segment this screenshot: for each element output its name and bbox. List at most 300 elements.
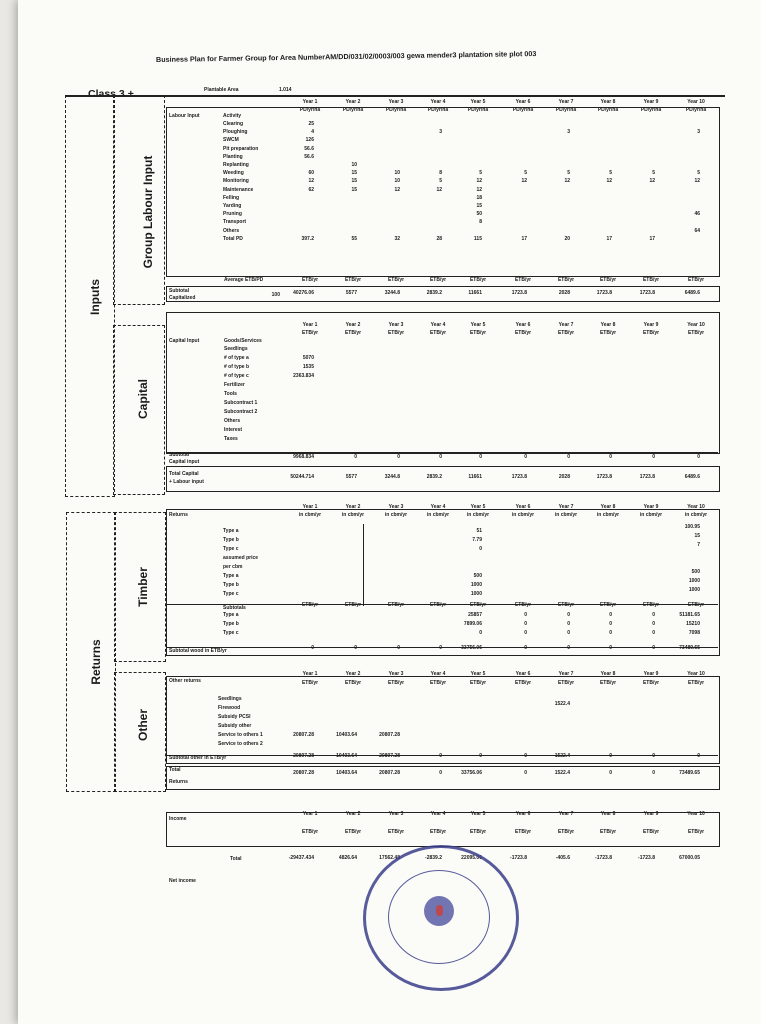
income-year-header: Year 2: [345, 811, 361, 817]
document-page: [18, 0, 761, 1024]
subtotal-wood-value: 0: [524, 645, 527, 651]
subtotal-wood-value: 0: [567, 645, 570, 651]
timber-row-label: Type c: [223, 546, 239, 552]
other-unit-header: ETB/yr: [469, 680, 487, 686]
timber-unit-header: in cbm/yr: [466, 512, 490, 518]
labour-value: 15: [351, 170, 357, 177]
timber-unit-header: in cbm/yr: [684, 512, 708, 518]
other-unit-header: ETB/yr: [599, 680, 617, 686]
income-year-header: Year 7: [558, 811, 574, 817]
timber-type-label: Type b: [223, 621, 239, 627]
labour-value: 17: [606, 235, 612, 242]
labour-etb-unit: ETB/yr: [301, 277, 319, 283]
income-total-value: -29437.434: [288, 855, 314, 861]
activity-header: Activity: [223, 113, 242, 119]
other-subtotal-value: 0: [652, 753, 655, 759]
timber-etb-unit: ETB/yr: [469, 602, 487, 608]
labour-etb-unit: ETB/yr: [687, 277, 705, 283]
capital-total-value: 6489.6: [684, 474, 700, 480]
timber-subtotals-label: Subtotals: [223, 605, 246, 611]
timber-type-value: 0: [609, 630, 612, 636]
other-returns-header: Other returns: [169, 678, 201, 684]
labour-value: 15: [476, 203, 482, 209]
labour-unit-header: PD/yr/ha: [467, 107, 489, 113]
capital-subtotal-value: 0: [652, 454, 655, 460]
income-unit-header: ETB/yr: [642, 829, 660, 835]
other-return-value: 10403.64: [336, 732, 357, 738]
labour-subtotal-value: 2839.2: [426, 290, 442, 296]
other-returns-table: [166, 676, 720, 764]
other-subtotal-value: 1522.4: [554, 753, 570, 759]
income-unit-header: ETB/yr: [687, 829, 705, 835]
total-returns-table: [166, 766, 720, 790]
timber-unit-header: in cbm/yr: [298, 512, 322, 518]
timber-row-label: per cbm: [223, 564, 243, 570]
total-returns-value: 20807.28: [379, 770, 400, 776]
labour-value: 5: [479, 170, 482, 177]
timber-unit-header: in cbm/yr: [341, 512, 365, 518]
labour-unit-header: PD/yr/ha: [512, 107, 534, 113]
average-etb-label: Average ETB/PD: [224, 277, 264, 283]
income-year-header: Year 6: [515, 811, 531, 817]
labour-etb-unit: ETB/yr: [429, 277, 447, 283]
other-unit-header: ETB/yr: [687, 680, 705, 686]
timber-row-label: assumed price: [223, 555, 259, 561]
capital-item-label: # of type b: [224, 364, 250, 370]
labour-value: 64: [694, 227, 700, 234]
other-return-label: Service to others 1: [218, 732, 263, 738]
labour-value: 12: [694, 178, 700, 185]
timber-type-value: 0: [524, 621, 527, 627]
timber-row-label: Type a: [223, 573, 239, 579]
timber-etb-unit: ETB/yr: [599, 602, 617, 608]
capital-item-label: Tools: [224, 391, 237, 397]
income-year-header: Year 8: [600, 811, 616, 817]
labour-value: 56.6: [304, 153, 314, 160]
timber-etb-unit: ETB/yr: [642, 602, 660, 608]
labour-unit-header: PD/yr/ha: [385, 107, 407, 113]
labour-activity-label: Felling: [223, 194, 240, 201]
subtotal-wood-value: 0: [397, 645, 400, 651]
labour-year-header: Year 4: [430, 99, 446, 105]
capital-item-label: Taxes: [224, 436, 238, 442]
total-capital-label: Total Capital: [169, 471, 199, 477]
labour-value: 10: [394, 170, 400, 177]
income-year-header: Year 4: [430, 811, 446, 817]
labour-input-header: Labour Input: [169, 113, 200, 119]
other-label: Other: [136, 709, 150, 742]
capital-year-header: Year 3: [388, 322, 404, 328]
timber-type-value: 51181.65: [679, 612, 700, 618]
timber-unit-header: in cbm/yr: [554, 512, 578, 518]
income-total-value: 67000.05: [679, 855, 700, 861]
labour-value: 12: [649, 178, 655, 185]
capital-label: Capital: [136, 379, 150, 420]
labour-subtotal-value: 5577: [345, 290, 357, 296]
capital-item-value: 1535: [302, 364, 314, 370]
timber-year5-value: 0: [479, 546, 482, 552]
capital-subtotal-value: 0: [697, 454, 700, 460]
plantable-area-label: Plantable Area: [204, 87, 239, 93]
page-title: Business Plan for Farmer Group for Area NumberAM/DD/031/02/0003/003 gewa mender3 plantation site plot 003: [155, 49, 537, 64]
income-year-header: Year 5: [470, 811, 486, 817]
labour-value: 10: [394, 178, 400, 185]
income-year-header: Year 9: [643, 811, 659, 817]
other-subtotal-value: 0: [479, 753, 482, 759]
labour-input-total-label: + Labour input: [169, 479, 204, 485]
capital-year-header: Year 8: [600, 322, 616, 328]
subtotal-wood-value: 0: [439, 645, 442, 651]
capital-unit-header: ETB/yr: [642, 330, 660, 336]
capital-total-value: 5577: [345, 474, 357, 480]
timber-year-header: Year 10: [687, 504, 705, 510]
timber-year-header: Year 3: [388, 504, 404, 510]
labour-value: 20: [564, 235, 570, 242]
capital-input-header: Capital Input: [169, 338, 200, 344]
timber-returns-header: Returns: [169, 512, 188, 518]
capital-unit-header: ETB/yr: [557, 330, 575, 336]
labour-value: 55: [351, 235, 357, 242]
income-total-value: 4826.64: [338, 855, 357, 861]
capital-total-value: 2028: [558, 474, 570, 480]
labour-etb-unit: ETB/yr: [344, 277, 362, 283]
capital-unit-header: ETB/yr: [599, 330, 617, 336]
labour-subtotal-value: 3244.8: [384, 290, 400, 296]
group-labour-label: Group Labour Input: [141, 155, 155, 269]
capital-item-label: Others: [224, 418, 241, 424]
timber-etb-unit: ETB/yr: [344, 602, 362, 608]
timber-year5-value: 51: [476, 528, 482, 534]
labour-value: 28: [436, 235, 442, 242]
capital-subtotal-value: 9968.834: [293, 454, 314, 460]
labour-value: 8: [439, 170, 442, 177]
labour-year-header: Year 6: [515, 99, 531, 105]
timber-type-value: 7098: [688, 630, 700, 636]
timber-year-header: Year 8: [600, 504, 616, 510]
timber-unit-header: in cbm/yr: [639, 512, 663, 518]
subtotal-wood-value: 0: [311, 645, 314, 651]
labour-value: 46: [694, 211, 700, 218]
income-unit-header: ETB/yr: [557, 829, 575, 835]
other-return-value: 1522.4: [554, 701, 570, 707]
income-total-value: -405.6: [555, 855, 570, 861]
capital-year-header: Year 5: [470, 322, 486, 328]
other-subtotal-value: 20807.28: [379, 753, 400, 759]
labour-value: 56.6: [304, 145, 314, 152]
timber-type-value: 0: [567, 612, 570, 618]
capital-subtotal-value: 0: [479, 454, 482, 460]
income-year-header: Year 10: [687, 811, 705, 817]
timber-year10-value: 1000: [688, 578, 700, 584]
other-unit-header: ETB/yr: [344, 680, 362, 686]
labour-year-header: Year 5: [470, 99, 486, 105]
capital-unit-header: ETB/yr: [344, 330, 362, 336]
capital-item-label: Interest: [224, 427, 243, 433]
capital-item-label: Subcontract 1: [224, 400, 258, 406]
timber-type-value: 0: [609, 612, 612, 618]
total-returns-value: 0: [609, 770, 612, 776]
other-subtotal-value: 0: [609, 753, 612, 759]
labour-year-header: Year 9: [643, 99, 659, 105]
labour-value: 8: [479, 219, 482, 226]
labour-activity-label: Ploughing: [223, 129, 248, 136]
total-returns-value: 0: [439, 770, 442, 776]
capital-year-header: Year 6: [515, 322, 531, 328]
labour-value: 12: [394, 186, 400, 193]
other-year-header: Year 4: [430, 671, 446, 677]
capital-item-label: Fertilizer: [224, 382, 245, 388]
capital-item-value: 5070: [302, 355, 314, 361]
other-return-label: Service to others 2: [218, 741, 263, 747]
labour-value: 3: [439, 129, 442, 136]
capital-subtotal-value: 0: [397, 454, 400, 460]
labour-unit-header: PD/yr/ha: [685, 107, 707, 113]
returns-label: Returns: [89, 639, 103, 685]
labour-value: 397.2: [301, 235, 314, 242]
labour-value: 15: [351, 178, 357, 185]
labour-year-header: Year 3: [388, 99, 404, 105]
timber-type-value: 15210: [686, 621, 700, 627]
labour-subtotal-value: 1723.8: [639, 290, 655, 296]
timber-year5-value: 1000: [470, 582, 482, 588]
labour-value: 5: [567, 170, 570, 177]
labour-etb-unit: ETB/yr: [469, 277, 487, 283]
labour-activity-label: Clearing: [223, 121, 244, 127]
labour-activity-label: Planting: [223, 153, 243, 160]
class-label: Class 3 +: [88, 88, 134, 100]
labour-etb-unit: ETB/yr: [387, 277, 405, 283]
timber-label: Timber: [136, 567, 150, 607]
labour-activity-label: Pit preparation: [223, 145, 259, 152]
timber-type-value: 0: [652, 630, 655, 636]
labour-activity-label: SWCM: [223, 137, 239, 144]
capitalized-label: Capitalized: [169, 295, 196, 301]
labour-value: 5: [439, 178, 442, 185]
capital-subtotal-value: 0: [567, 454, 570, 460]
labour-etb-unit: ETB/yr: [557, 277, 575, 283]
labour-value: 115: [473, 235, 482, 242]
capital-subtotal-value: 0: [609, 454, 612, 460]
total-returns-value: 33756.06: [461, 770, 482, 776]
capital-unit-header: ETB/yr: [469, 330, 487, 336]
subtotal-wood-value: 0: [354, 645, 357, 651]
timber-unit-header: in cbm/yr: [384, 512, 408, 518]
labour-subtotal-value: 1723.8: [511, 290, 527, 296]
capital-item-label: Seedlings: [224, 346, 248, 352]
capital-subtotal-value: 0: [524, 454, 527, 460]
labour-subtotal-label: Subtotal: [169, 288, 189, 294]
capital-year-header: Year 10: [687, 322, 705, 328]
labour-value: 32: [394, 235, 400, 242]
other-return-label: Subsidy PCSI: [218, 714, 251, 720]
capital-subtotal-value: 0: [354, 454, 357, 460]
income-header: Income: [169, 816, 187, 822]
timber-year10-value: 100.95: [684, 524, 700, 530]
labour-year-header: Year 8: [600, 99, 616, 105]
timber-row-label: Type b: [223, 537, 239, 543]
total-returns-value: 20807.28: [293, 770, 314, 776]
capital-year-header: Year 1: [302, 322, 318, 328]
income-unit-header: ETB/yr: [469, 829, 487, 835]
capital-year-header: Year 2: [345, 322, 361, 328]
labour-value: 17: [649, 235, 655, 242]
timber-type-label: Type c: [223, 630, 239, 636]
labour-subtotal-value: 6489.6: [684, 290, 700, 296]
total-returns-value: 73489.65: [679, 770, 700, 776]
other-subtotal-value: 20807.28: [293, 753, 314, 759]
subtotal-wood-value: 73489.65: [679, 645, 700, 651]
income-total-value: -2839.2: [425, 855, 442, 861]
other-unit-header: ETB/yr: [301, 680, 319, 686]
labour-value: 25: [308, 121, 314, 127]
labour-activity-label: Monitoring: [223, 178, 249, 185]
labour-value: 17: [521, 235, 527, 242]
labour-unit-header: PD/yr/ha: [427, 107, 449, 113]
timber-type-value: 0: [652, 621, 655, 627]
labour-value: 3: [697, 129, 700, 136]
timber-year-header: Year 9: [643, 504, 659, 510]
timber-year5-value: 500: [473, 573, 482, 579]
timber-unit-header: in cbm/yr: [511, 512, 535, 518]
income-total-value: -1723.8: [510, 855, 527, 861]
timber-year-header: Year 2: [345, 504, 361, 510]
other-return-value: 20807.28: [293, 732, 314, 738]
timber-type-value: 0: [524, 630, 527, 636]
labour-year-header: Year 10: [687, 99, 705, 105]
income-unit-header: ETB/yr: [429, 829, 447, 835]
labour-year-header: Year 7: [558, 99, 574, 105]
other-return-label: Seedlings: [218, 696, 242, 702]
capital-year-header: Year 7: [558, 322, 574, 328]
total-returns-value: 1522.4: [554, 770, 570, 776]
capital-item-value: 2363.834: [293, 373, 314, 379]
capital-subtotal-label: Subtotal: [169, 452, 189, 458]
labour-unit-header: PD/yr/ha: [342, 107, 364, 113]
timber-year10-value: 1000: [688, 587, 700, 593]
capital-unit-header: ETB/yr: [687, 330, 705, 336]
timber-year-header: Year 1: [302, 504, 318, 510]
other-year-header: Year 8: [600, 671, 616, 677]
timber-type-value: 0: [567, 621, 570, 627]
labour-value: 126: [305, 137, 314, 144]
total-returns-label: Total: [169, 767, 181, 773]
labour-value: 18: [476, 194, 482, 201]
labour-year-header: Year 1: [302, 99, 318, 105]
other-unit-header: ETB/yr: [514, 680, 532, 686]
labour-value: 4: [311, 129, 314, 136]
official-stamp: [363, 845, 519, 991]
other-year-header: Year 10: [687, 671, 705, 677]
total-returns-value: 0: [524, 770, 527, 776]
labour-etb-unit: ETB/yr: [514, 277, 532, 283]
labour-value: 50: [476, 211, 482, 218]
timber-type-value: 0: [479, 630, 482, 636]
timber-type-value: 7899.06: [463, 621, 482, 627]
labour-unit-header: PD/yr/ha: [640, 107, 662, 113]
timber-etb-unit: ETB/yr: [557, 602, 575, 608]
capital-unit-header: ETB/yr: [387, 330, 405, 336]
timber-type-value: 0: [652, 612, 655, 618]
labour-etb-unit: ETB/yr: [599, 277, 617, 283]
labour-etb-unit: ETB/yr: [642, 277, 660, 283]
timber-year-header: Year 4: [430, 504, 446, 510]
other-year-header: Year 1: [302, 671, 318, 677]
timber-year-header: Year 7: [558, 504, 574, 510]
timber-type-value: 0: [524, 612, 527, 618]
other-subtotal-value: 0: [439, 753, 442, 759]
other-return-label: Firewood: [218, 705, 241, 711]
other-year-header: Year 6: [515, 671, 531, 677]
timber-label-divider: [363, 524, 364, 606]
labour-value: 60: [308, 170, 314, 177]
labour-activity-label: Yarding: [223, 203, 242, 209]
inputs-label: Inputs: [88, 279, 102, 315]
capital-year-header: Year 4: [430, 322, 446, 328]
subtotal-wood-value: 0: [652, 645, 655, 651]
capital-subtotal-rule: [166, 452, 718, 453]
labour-value: 5: [652, 170, 655, 177]
returns-word-label: Returns: [169, 779, 188, 785]
capital-total-value: 3244.8: [384, 474, 400, 480]
labour-value: 12: [308, 178, 314, 185]
other-unit-header: ETB/yr: [642, 680, 660, 686]
total-returns-value: 0: [652, 770, 655, 776]
capital-subtotal-value: 0: [439, 454, 442, 460]
income-total-value: 17562.48: [379, 855, 400, 861]
capital-unit-header: ETB/yr: [301, 330, 319, 336]
capital-total-value: 1723.8: [511, 474, 527, 480]
income-unit-header: ETB/yr: [514, 829, 532, 835]
labour-activity-label: Others: [223, 227, 240, 234]
labour-value: 12: [476, 186, 482, 193]
labour-value: 5: [697, 170, 700, 177]
timber-year10-value: 7: [697, 542, 700, 548]
income-total-label: Total: [230, 856, 242, 862]
labour-value: 10: [351, 162, 357, 168]
total-returns-value: 10403.64: [336, 770, 357, 776]
subtotal-wood-label: Subtotal wood in ETB/yr: [169, 648, 227, 654]
labour-value: 12: [476, 178, 482, 185]
capital-unit-header: ETB/yr: [514, 330, 532, 336]
capital-item-label: # of type c: [224, 373, 249, 379]
income-unit-header: ETB/yr: [301, 829, 319, 835]
capital-total-value: 11661: [468, 474, 482, 480]
other-return-label: Subsidy other: [218, 723, 252, 729]
timber-unit-header: in cbm/yr: [426, 512, 450, 518]
labour-unit-header: PD/yr/ha: [597, 107, 619, 113]
capital-item-label: # of type a: [224, 355, 249, 361]
other-year-header: Year 2: [345, 671, 361, 677]
other-return-value: 20807.28: [379, 732, 400, 738]
capital-input-label: Capital input: [169, 459, 200, 465]
timber-year10-value: 15: [694, 533, 700, 539]
timber-etb-unit: ETB/yr: [301, 602, 319, 608]
labour-activity-label: Weeding: [223, 170, 244, 177]
timber-unit-header: in cbm/yr: [596, 512, 620, 518]
capital-total-value: 2839.2: [426, 474, 442, 480]
labour-subtotal-value: 40276.06: [293, 290, 314, 296]
timber-etb-unit: ETB/yr: [687, 602, 705, 608]
other-subtotal-value: 10403.64: [336, 753, 357, 759]
plantable-area-value: 1.014: [279, 87, 292, 93]
capital-total-value: 1723.8: [639, 474, 655, 480]
other-subtotal-value: 0: [697, 753, 700, 759]
timber-type-value: 0: [609, 621, 612, 627]
labour-activity-label: Maintenance: [223, 186, 254, 193]
capital-total-value: 50244.714: [290, 474, 314, 480]
other-unit-header: ETB/yr: [429, 680, 447, 686]
other-unit-header: ETB/yr: [557, 680, 575, 686]
